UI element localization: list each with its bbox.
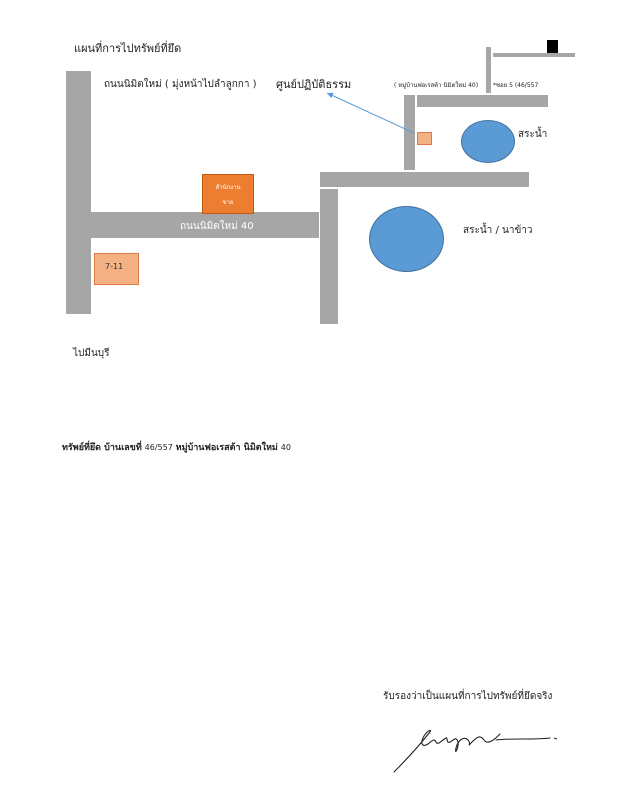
direction-bottom-label: ไปมีนบุรี [73, 348, 110, 359]
pond-large [369, 206, 444, 272]
map [0, 0, 619, 360]
pond-small [461, 120, 515, 163]
sales-office [202, 174, 254, 214]
property-statement [62, 440, 291, 454]
page-title: แผนที่การไปทรัพย์ที่ยึด [74, 42, 182, 55]
soi-note: *ซอย 5 (46/557 [493, 82, 539, 89]
village-note: ( หมู่บ้านฟอเรสต้า นิมิตใหม่ 40) [394, 82, 479, 89]
shop-7-11-label: 7-11 [105, 262, 124, 271]
arrow-to-landmark [0, 0, 619, 360]
property-label-prefix: ทรัพย์ที่ยึด บ้านเลขที่ [62, 443, 142, 453]
certification-text: รับรองว่าเป็นแผนที่การไปทรัพย์ที่ยึดจริง [383, 691, 553, 702]
landmark-center-label: ศูนย์ปฏิบัติธรรม [276, 78, 352, 91]
property-soi-number: 40 [280, 443, 291, 452]
property-village-prefix: หมู่บ้านฟอเรสต้า นิมิตใหม่ [175, 443, 278, 453]
pond-large-label: สระน้ำ / นาข้าว [463, 225, 533, 236]
pond-small-label: สระน้ำ [518, 129, 548, 140]
signature [388, 718, 568, 778]
property-house-number: 46/557 [144, 443, 173, 452]
shop-7-11 [94, 253, 139, 285]
road-soi-40-label: ถนนนิมิตใหม่ 40 [180, 221, 254, 232]
property-marker [417, 132, 432, 145]
sales-office-label-2: ขาย [222, 199, 234, 206]
sales-office-label-1: สำนักงาน [215, 184, 241, 191]
road-main-vertical-label: ถนนนิมิตใหม่ ( มุ่งหน้าไปลำลูกกา ) [104, 79, 257, 90]
